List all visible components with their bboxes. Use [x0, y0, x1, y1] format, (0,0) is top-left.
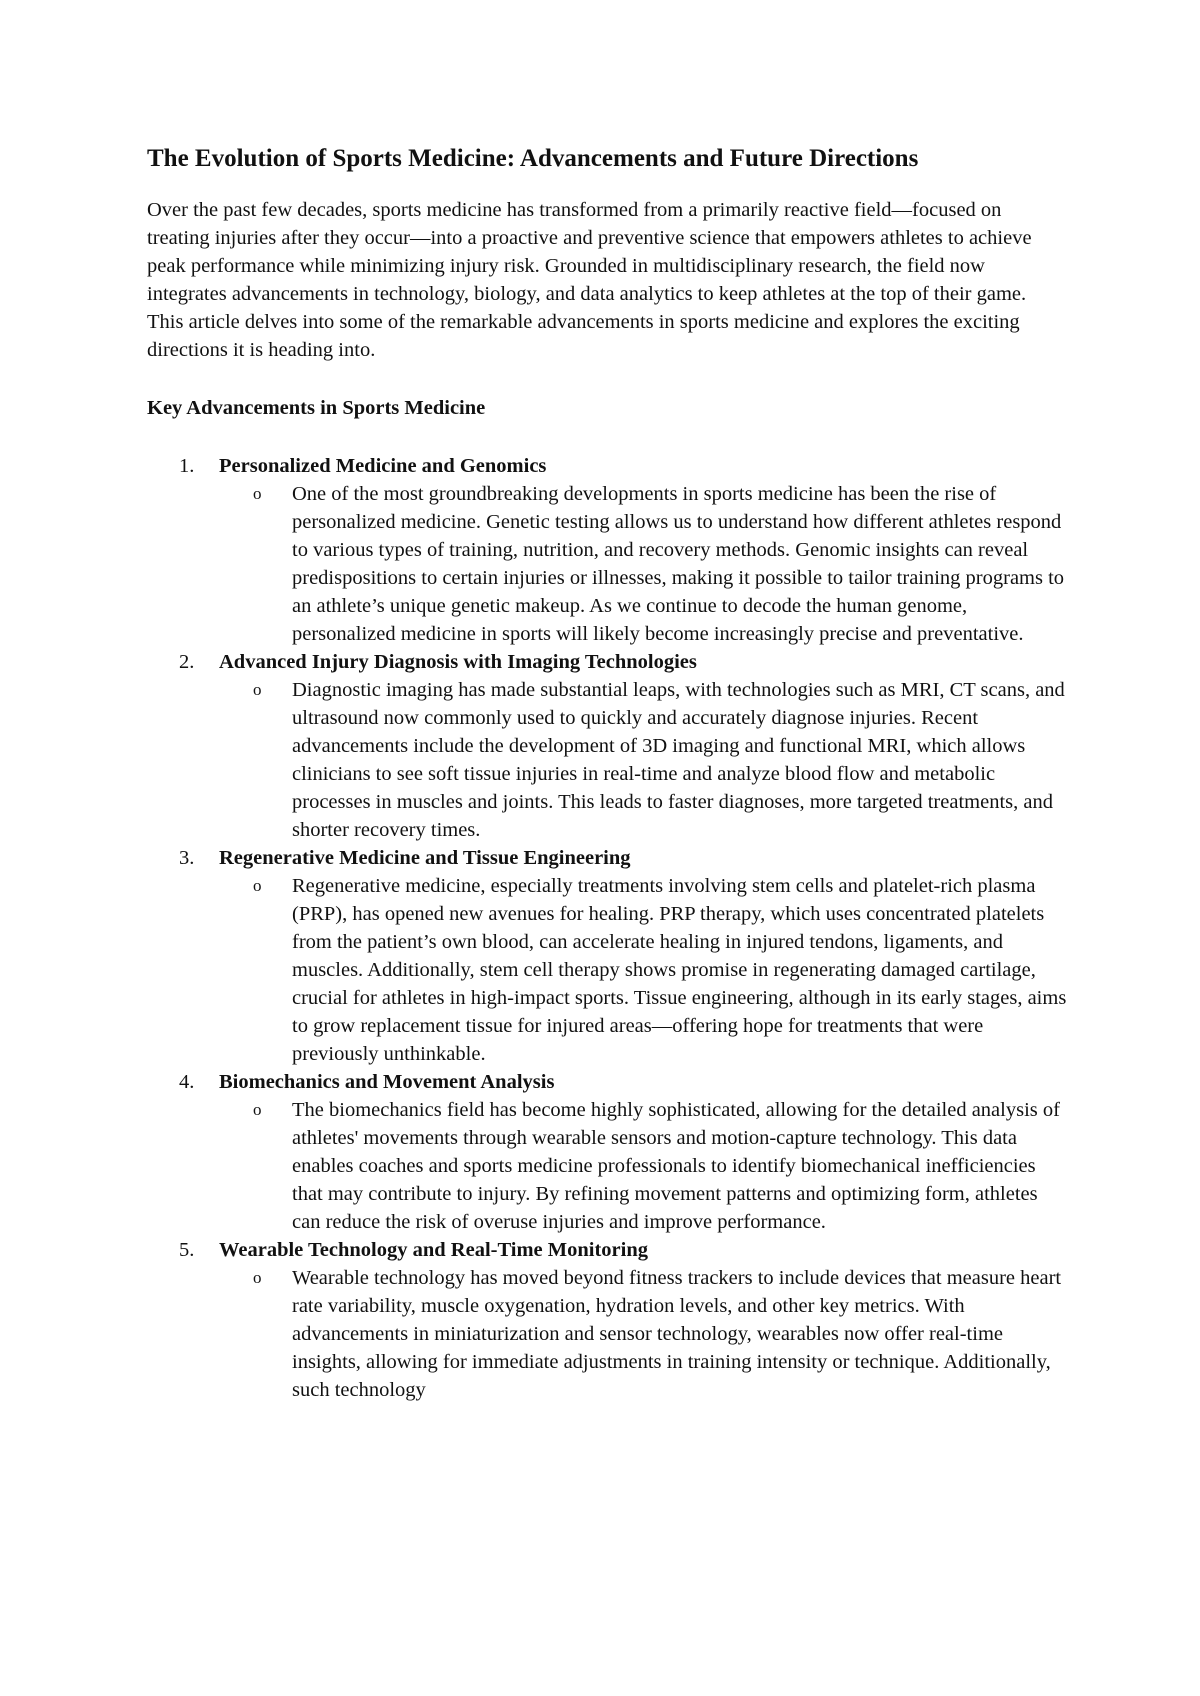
list-item-text: Diagnostic imaging has made substantial leaps, with technologies such as MRI, CT scans, and ultrasound now commonly used to quickly and accurately diagnose injuries. Recent advancements include the development of 3D imaging and functional MRI, which allows clinicians to see soft tissue injuries in real-time and analyze blood flow and metabolic processes in muscles and joints. This leads to faster diagnoses, more targeted treatments, and shorter recovery times.: [292, 679, 1065, 841]
bullet-marker: o: [253, 680, 262, 699]
list-item-text: One of the most groundbreaking developments in sports medicine has been the rise of personalized medicine. Genetic testing allows us to understand how different athletes respond to various types of training, nutrition, and recovery methods. Genomic insights can reveal predispositions to certain injuries or illnesses, making it possible to tailor training programs to an athlete’s unique genetic makeup. As we continue to decode the human genome, personalized medicine in sports will likely become increasingly precise and preventative.: [292, 483, 1065, 645]
list-item-body: [147, 480, 1067, 648]
advancements-list: [147, 452, 1067, 1404]
list-item-text: Wearable technology has moved beyond fitness trackers to include devices that measure heart rate variability, muscle oxygenation, hydration levels, and other key metrics. With advancements in miniaturization and sensor technology, wearables now offer real-time insights, allowing for immediate adjustments in training intensity or technique. Additionally, such technology: [292, 1267, 1062, 1401]
document-page: [147, 140, 1067, 1404]
list-item-heading: [147, 844, 1067, 872]
list-item-title: Wearable Technology and Real-Time Monitoring: [219, 1239, 648, 1261]
list-item-title: Biomechanics and Movement Analysis: [219, 1071, 555, 1093]
list-item-number: 2.: [179, 651, 195, 673]
bullet-marker: o: [253, 484, 262, 503]
list-item-heading: [147, 1068, 1067, 1096]
list-item-number: 1.: [179, 455, 195, 477]
list-item: [147, 1236, 1067, 1404]
list-item-body: [147, 1264, 1067, 1404]
list-item-number: 4.: [179, 1071, 195, 1093]
list-item-number: 5.: [179, 1239, 195, 1261]
document-title: The Evolution of Sports Medicine: Advancements and Future Directions: [147, 145, 919, 172]
list-item-text: The biomechanics field has become highly sophisticated, allowing for the detailed analysis of athletes' movements through wearable sensors and motion-capture technology. This data enables coaches and sports medicine professionals to identify biomechanical inefficiencies that may contribute to injury. By refining movement patterns and optimizing form, athletes can reduce the risk of overuse injuries and improve performance.: [292, 1099, 1060, 1233]
section-heading: Key Advancements in Sports Medicine: [147, 397, 486, 419]
list-item-text: Regenerative medicine, especially treatments involving stem cells and platelet-rich plasma (PRP), has opened new avenues for healing. PRP therapy, which uses concentrated platelets from the patient’s own blood, can accelerate healing in injured tendons, ligaments, and muscles. Additionally, stem cell therapy shows promise in regenerating damaged cartilage, crucial for athletes in high-impact sports. Tissue engineering, although in its early stages, aims to grow replacement tissue for injured areas—offering hope for treatments that were previously unthinkable.: [292, 875, 1067, 1065]
list-item-body: [147, 872, 1067, 1068]
bullet-marker: o: [253, 1268, 262, 1287]
list-item-heading: [147, 648, 1067, 676]
list-item-body: [147, 676, 1067, 844]
list-item-title: Personalized Medicine and Genomics: [219, 455, 547, 477]
list-item-heading: [147, 452, 1067, 480]
list-item: [147, 844, 1067, 1068]
list-item-body: [147, 1096, 1067, 1236]
bullet-marker: o: [253, 876, 262, 895]
intro-paragraph: Over the past few decades, sports medicine has transformed from a primarily reactive field—focused on treating injuries after they occur—into a proactive and preventive science that empowers athletes to achieve peak performance while minimizing injury risk. Grounded in multidisciplinary research, the field now integrates advancements in technology, biology, and data analytics to keep athletes at the top of their game. This article delves into some of the remarkable advancements in sports medicine and explores the exciting directions it is heading into.: [147, 199, 1032, 361]
list-item-title: Regenerative Medicine and Tissue Engineering: [219, 847, 631, 869]
list-item: [147, 1068, 1067, 1236]
list-item-title: Advanced Injury Diagnosis with Imaging Technologies: [219, 651, 697, 673]
list-item-number: 3.: [179, 847, 195, 869]
list-item-heading: [147, 1236, 1067, 1264]
list-item: [147, 648, 1067, 844]
bullet-marker: o: [253, 1100, 262, 1119]
list-item: [147, 452, 1067, 648]
